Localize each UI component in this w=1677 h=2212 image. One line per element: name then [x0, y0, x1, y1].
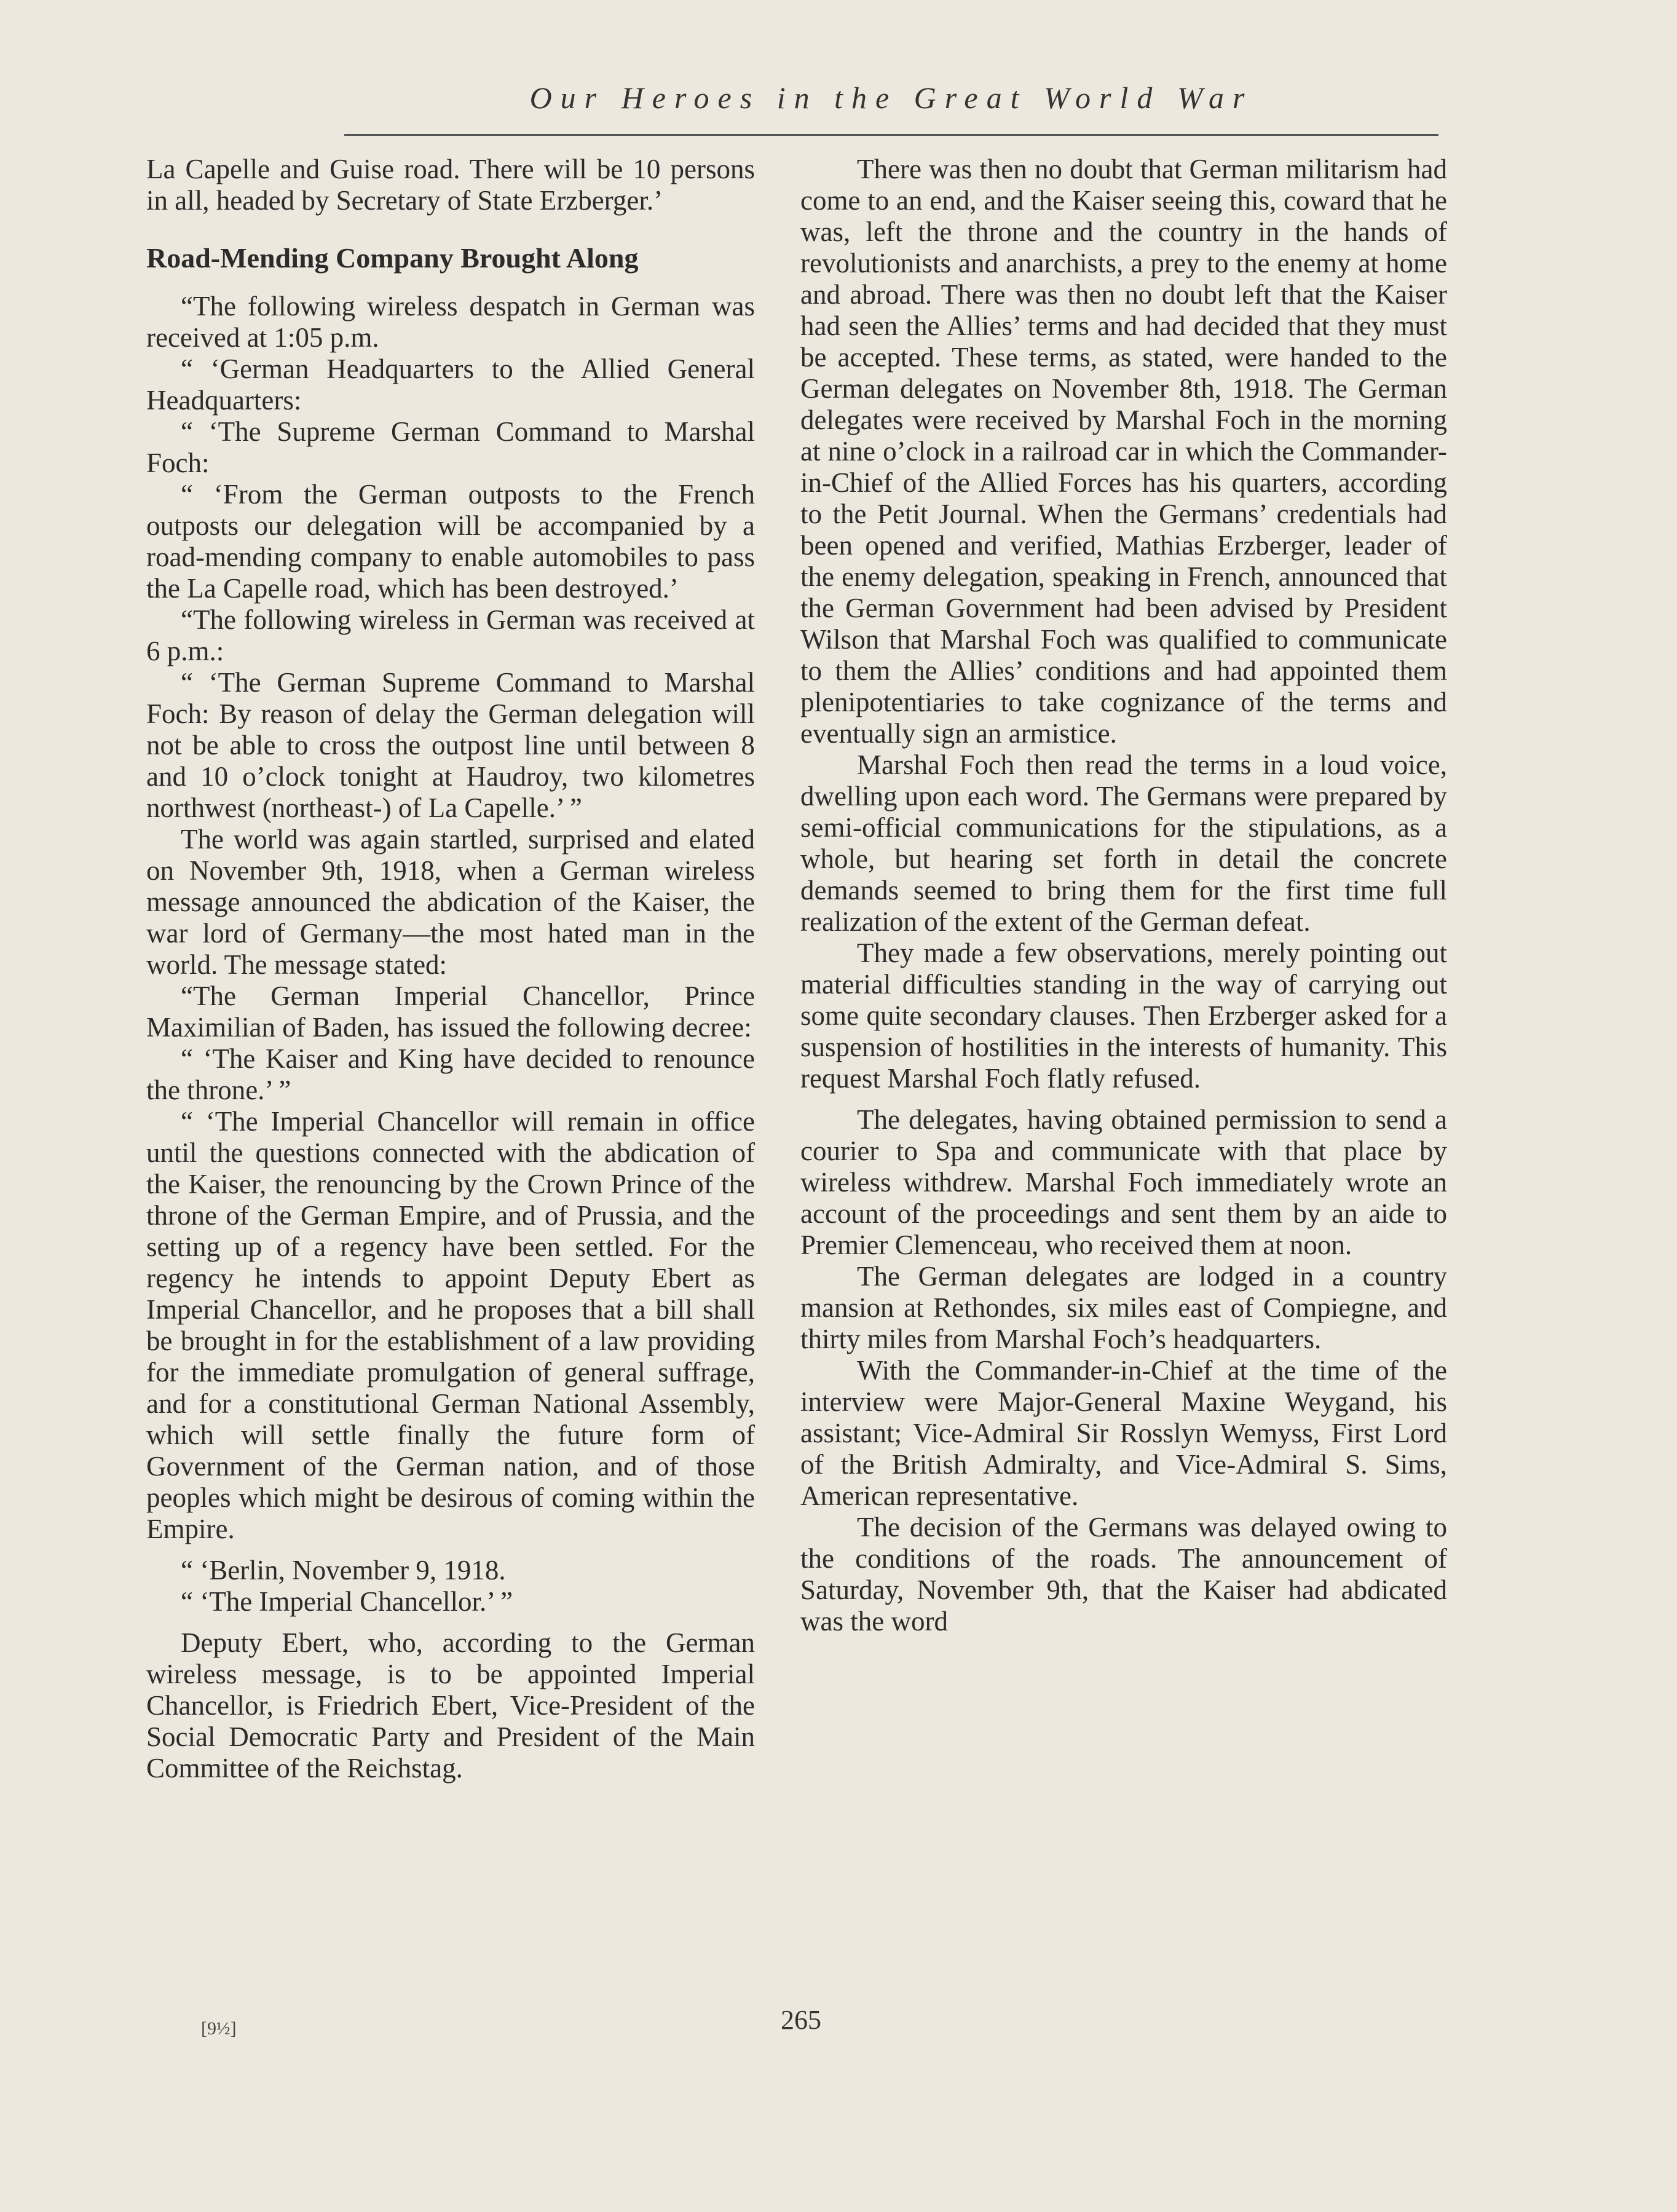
paragraph: “ ‘The Imperial Chancellor will remain in office until the questions connected with the abdication of the Kaiser, the renouncing by the Crown Prince of the throne of the German Empire, and of Prussia, and the setting up of a regency have been settled. For the regency he intends to appoint Deputy Ebert as Imperial Chancellor, and he proposes that a bill shall be brought in for the establishment of a law providing for the immediate promulgation of general suffrage, and for a constitutional German National Assembly, which will settle finally the future form of Government of the German nation, and of those peoples which might be desirous of coming within the Empire. — [146, 1106, 755, 1544]
paragraph: The world was again startled, surprised and elated on November 9th, 1918, when a German wireless message announced the abdication of the Kaiser, the war lord of Germany—the most hated man in the world. The message stated: — [146, 824, 755, 980]
paragraph: The decision of the Germans was delayed owing to the conditions of the roads. The announcement of Saturday, November 9th, that the Kaiser had abdicated was the word — [800, 1512, 1447, 1637]
paragraph: “ ‘The German Supreme Command to Marshal Foch: By reason of delay the German delegation will not be able to cross the outpost line until between 8 and 10 o’clock tonight at Haudroy, two kilometres northwest (northeast-) of La Capelle.’ ” — [146, 667, 755, 823]
paragraph: Marshal Foch then read the terms in a loud voice, dwelling upon each word. The Germans were prepared by semi-official communications for the stipulations, as a whole, but hearing set forth in detail the concrete demands seemed to bring them for the first time full realization of the extent of the German defeat. — [800, 749, 1447, 937]
paragraph: “ ‘German Headquarters to the Allied General Headquarters: — [146, 354, 755, 416]
paragraph: La Capelle and Guise road. There will be 10 persons in all, headed by Secretary of State Erzberger.’ — [146, 154, 755, 216]
right-column — [800, 154, 1447, 1637]
paragraph: They made a few observations, merely pointing out material difficulties standing in the way of carrying out some quite secondary clauses. Then Erzberger asked for a suspension of hostilities in the interests of humanity. This request Marshal Foch flatly refused. — [800, 938, 1447, 1094]
paragraph: “The following wireless despatch in German was received at 1:05 p.m. — [146, 291, 755, 353]
paragraph: “ ‘The Supreme German Command to Marshal Foch: — [146, 416, 755, 478]
page-number: 265 — [781, 2005, 821, 2035]
paragraph: “ ‘From the German outposts to the French outposts our delegation will be accompanied by a road-mending company to enable automobiles to pass the La Capelle road, which has been destroyed.’ — [146, 479, 755, 604]
header-rule — [344, 134, 1438, 136]
running-header: Our Heroes in the Great World War — [529, 81, 1253, 115]
section-heading: Road-Mending Company Brought Along — [146, 242, 639, 274]
paragraph: “The following wireless in German was received at 6 p.m.: — [146, 604, 755, 666]
paragraph: “The German Imperial Chancellor, Prince Maximilian of Baden, has issued the following decree: — [146, 981, 755, 1043]
paragraph: “ ‘The Imperial Chancellor.’ ” — [181, 1586, 513, 1617]
paragraph: The delegates, having obtained permission to send a courier to Spa and communicate with that place by wireless withdrew. Marshal Foch immediately wrote an account of the proceedings and sent them by an aide to Premier Clemenceau, who received them at noon. — [800, 1104, 1447, 1260]
signature-mark: [9½] — [201, 2018, 237, 2039]
paragraph: With the Commander-in-Chief at the time of the interview were Major-General Maxine Weygand, his assistant; Vice-Admiral Sir Rosslyn Wemyss, First Lord of the British Admiralty, and Vice-Admiral S. Sims, American representative. — [800, 1355, 1447, 1511]
paragraph: Deputy Ebert, who, according to the German wireless message, is to be appointed Imperial Chancellor, is Friedrich Ebert, Vice-President of the Social Democratic Party and President of the Main Committee of the Reichstag. — [146, 1627, 755, 1783]
paragraph: “ ‘Berlin, November 9, 1918. — [181, 1555, 506, 1586]
paragraph: There was then no doubt that German militarism had come to an end, and the Kaiser seeing this, coward that he was, left the throne and the country in the hands of revolutionists and anarchists, a prey to the enemy at home and abroad. There was then no doubt left that the Kaiser had seen the Allies’ terms and had decided that they must be accepted. These terms, as stated, were handed to the German delegates on November 8th, 1918. The German delegates were received by Marshal Foch in the morning at nine o’clock in a railroad car in which the Commander-in-Chief of the Allied Forces has his quarters, according to the Petit Journal. When the Germans’ credentials had been opened and verified, Mathias Erzberger, leader of the enemy delegation, speaking in French, announced that the German Government had been advised by President Wilson that Marshal Foch was qualified to communicate to them the Allies’ conditions and had appointed them plenipotentiaries to take cognizance of the terms and eventually sign an armistice. — [800, 154, 1447, 749]
paragraph: “ ‘The Kaiser and King have decided to renounce the throne.’ ” — [146, 1043, 755, 1105]
left-column — [146, 154, 755, 1784]
paragraph: The German delegates are lodged in a country mansion at Rethondes, six miles east of Compiegne, and thirty miles from Marshal Foch’s headquarters. — [800, 1261, 1447, 1354]
